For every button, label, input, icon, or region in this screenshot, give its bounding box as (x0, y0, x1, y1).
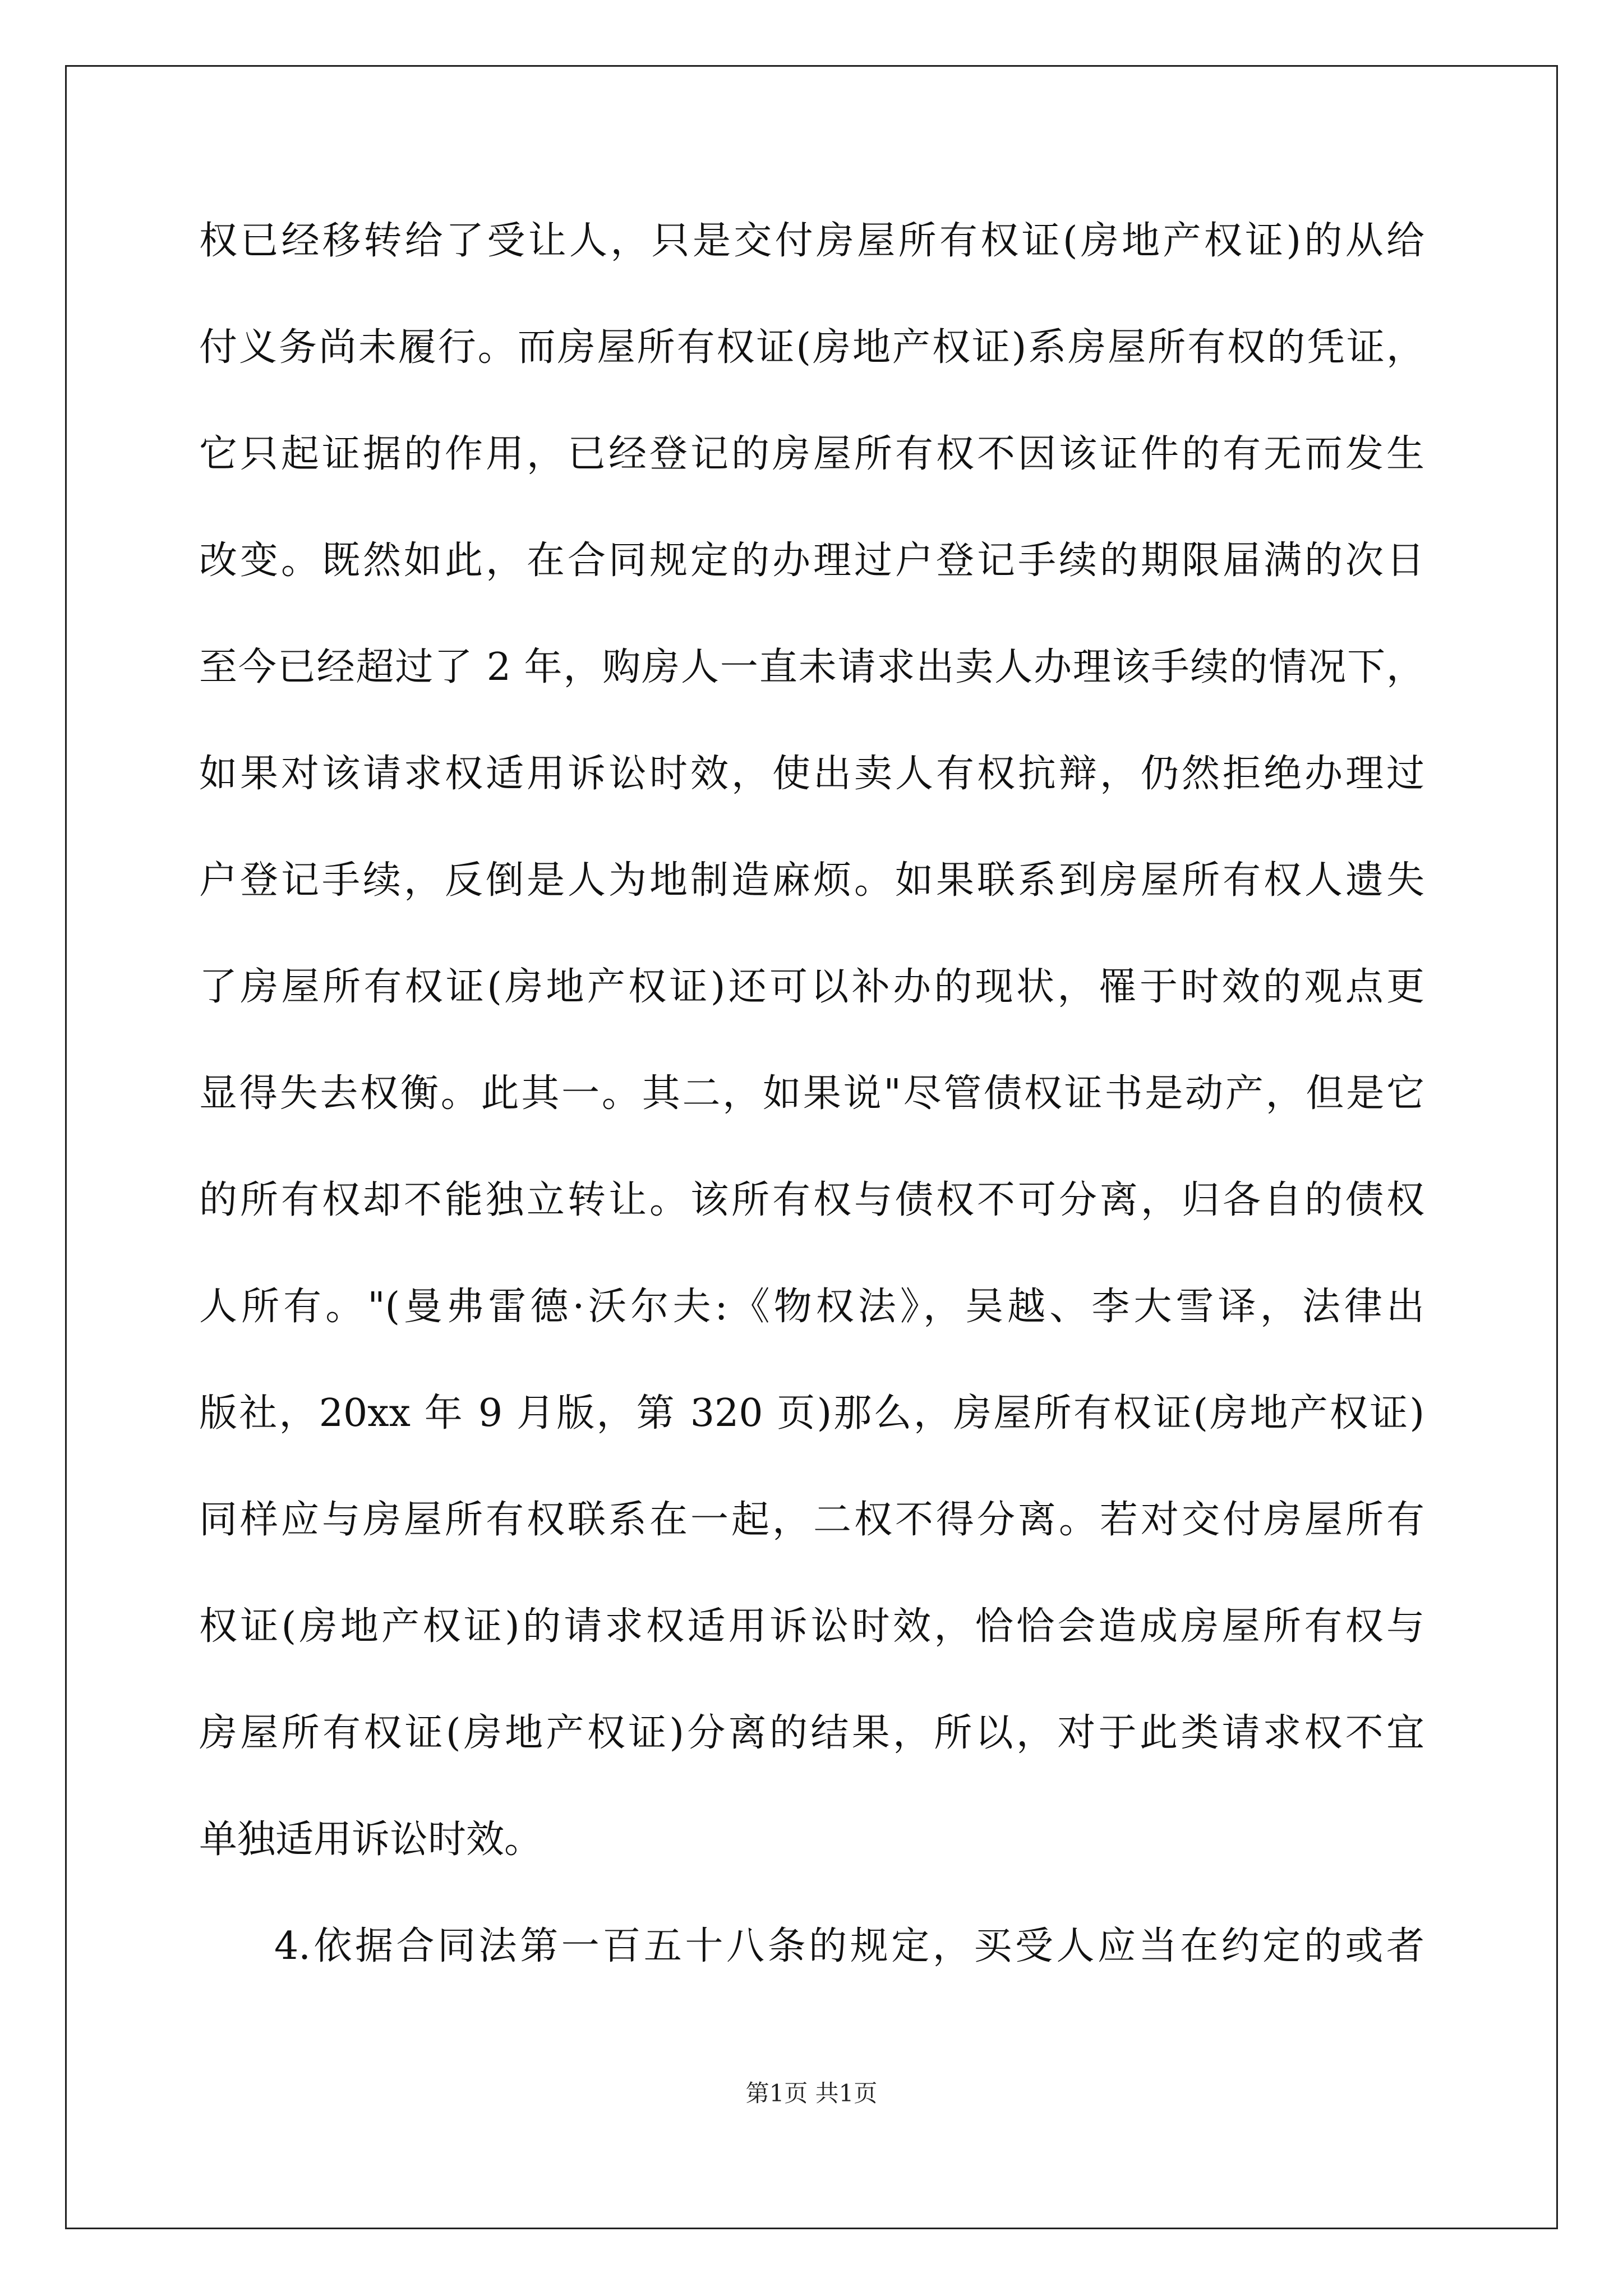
text-line: 了房屋所有权证(房地产权证)还可以补办的现状，罹于时效的观点更 (199, 965, 1424, 1009)
paragraph (199, 205, 1424, 1910)
text-line: 户登记手续，反倒是人为地制造麻烦。如果联系到房屋所有权人遗失 (199, 858, 1424, 903)
text-line: 付义务尚未履行。而房屋所有权证(房地产权证)系房屋所有权的凭证， (199, 325, 1424, 370)
page-number: 第1页 共1页 (745, 2079, 878, 2107)
paragraph (199, 1910, 1424, 2017)
text-line: 房屋所有权证(房地产权证)分离的结果，所以，对于此类请求权不宜 (199, 1711, 1424, 1755)
text-line: 至今已经超过了 2 年，购房人一直未请求出卖人办理该手续的情况下， (199, 645, 1424, 689)
text-line: 人所有。"(曼弗雷德·沃尔夫:《物权法》，吴越、李大雪译，法律出 (199, 1285, 1424, 1329)
text-line: 版社，20xx 年 9 月版，第 320 页)那么，房屋所有权证(房地产权证) (199, 1391, 1424, 1435)
document-body (199, 205, 1424, 2017)
text-line: 显得失去权衡。此其一。其二，如果说"尽管债权证书是动产，但是它 (199, 1071, 1424, 1116)
text-line: 同样应与房屋所有权联系在一起，二权不得分离。若对交付房屋所有 (199, 1498, 1424, 1542)
text-line: 权证(房地产权证)的请求权适用诉讼时效，恰恰会造成房屋所有权与 (199, 1604, 1424, 1649)
text-line: 单独适用诉讼时效。 (199, 1818, 543, 1862)
text-line: 改变。既然如此，在合同规定的办理过户登记手续的期限届满的次日 (199, 539, 1424, 583)
text-line: 它只起证据的作用，已经登记的房屋所有权不因该证件的有无而发生 (199, 432, 1424, 476)
text-line: 如果对该请求权适用诉讼时效，使出卖人有权抗辩，仍然拒绝办理过 (199, 752, 1424, 796)
text-line: 4.依据合同法第一百五十八条的规定，买受人应当在约定的或者 (274, 1924, 1424, 1968)
text-line: 权已经移转给了受让人，只是交付房屋所有权证(房地产权证)的从给 (199, 219, 1424, 263)
text-line: 的所有权却不能独立转让。该所有权与债权不可分离，归各自的债权 (199, 1178, 1424, 1222)
page-footer (0, 2077, 1623, 2110)
